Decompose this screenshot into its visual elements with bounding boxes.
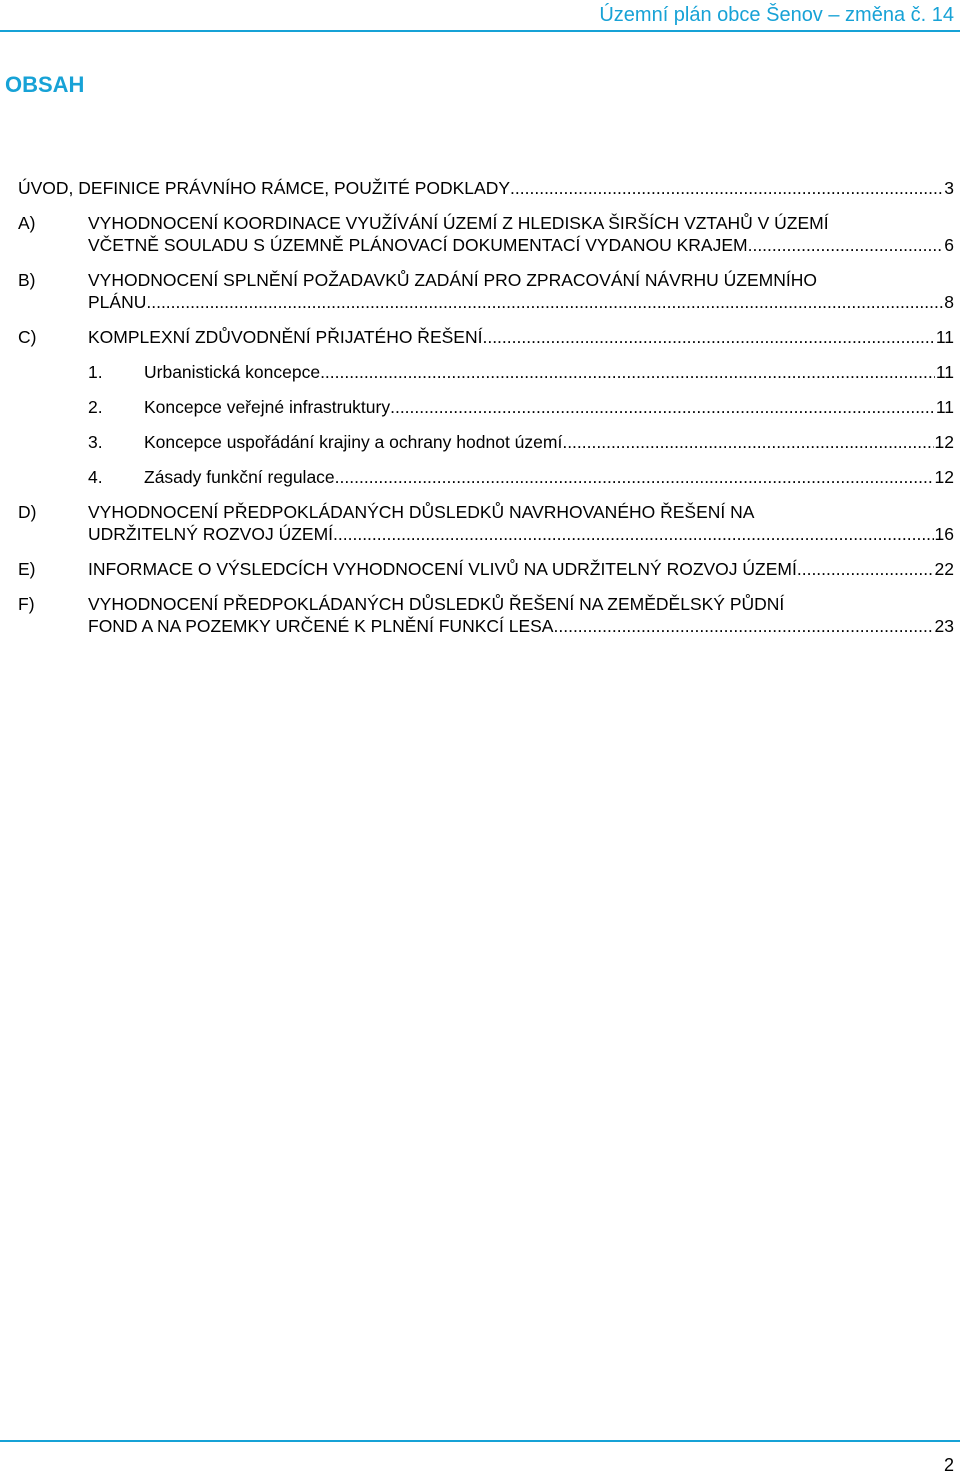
- toc-letter: A): [18, 213, 36, 233]
- table-of-contents: [18, 177, 954, 637]
- dot-leader: [748, 234, 944, 256]
- toc-letter: C): [18, 327, 37, 347]
- toc-sub-text: Urbanistická koncepce: [144, 362, 321, 382]
- toc-entry-text-line2: FOND A NA POZEMKY URČENÉ K PLNĚNÍ FUNKCÍ LESA: [88, 616, 554, 636]
- toc-sub-text: Koncepce veřejné infrastruktury: [144, 397, 391, 417]
- toc-entry-intro[interactable]: [18, 177, 954, 199]
- toc-entry-a[interactable]: [18, 212, 954, 256]
- toc-sub-text: Koncepce uspořádání krajiny a ochrany hodnot území: [144, 432, 563, 452]
- dot-leader: [320, 361, 935, 383]
- dot-leader: [146, 291, 943, 313]
- toc-entry-text-line1: VYHODNOCENÍ KOORDINACE VYUŽÍVÁNÍ ÚZEMÍ Z HLEDISKA ŠIRŠÍCH VZTAHŮ V ÚZEMÍ: [88, 213, 829, 233]
- toc-entry-text: KOMPLEXNÍ ZDŮVODNĚNÍ PŘIJATÉHO ŘEŠENÍ: [88, 327, 483, 347]
- dot-leader: [510, 177, 943, 199]
- toc-page-number: 11: [935, 327, 954, 347]
- toc-entry-text-line2: PLÁNU: [88, 292, 147, 312]
- toc-page-number: 11: [935, 397, 954, 417]
- toc-page-number: 16: [934, 524, 954, 544]
- dot-leader: [562, 431, 933, 453]
- toc-entry-d[interactable]: [18, 501, 954, 545]
- toc-sub-number: 1.: [88, 362, 103, 382]
- toc-entry-text-line1: VYHODNOCENÍ PŘEDPOKLÁDANÝCH DŮSLEDKŮ ŘEŠENÍ NA ZEMĚDĚLSKÝ PŮDNÍ: [88, 594, 785, 614]
- toc-page-number: 12: [934, 467, 954, 487]
- toc-entry-e[interactable]: [18, 558, 954, 580]
- toc-subentry-4[interactable]: [18, 466, 954, 488]
- toc-entry-text-line2: UDRŽITELNÝ ROZVOJ ÚZEMÍ: [88, 524, 334, 544]
- toc-entry-text-line1: VYHODNOCENÍ SPLNĚNÍ POŽADAVKŮ ZADÁNÍ PRO ZPRACOVÁNÍ NÁVRHU ÚZEMNÍHO: [88, 270, 817, 290]
- toc-sub-number: 3.: [88, 432, 103, 452]
- footer-rule: [0, 1440, 960, 1442]
- toc-letter: F): [18, 594, 35, 614]
- toc-page-number: 3: [944, 178, 954, 198]
- toc-letter: B): [18, 270, 36, 290]
- toc-page-number: 12: [934, 432, 954, 452]
- dot-leader: [797, 558, 934, 580]
- toc-entry-c[interactable]: [18, 326, 954, 348]
- toc-entry-text-line1: VYHODNOCENÍ PŘEDPOKLÁDANÝCH DŮSLEDKŮ NAVRHOVANÉHO ŘEŠENÍ NA: [88, 502, 755, 522]
- toc-page-number: 22: [934, 559, 954, 579]
- dot-leader: [335, 466, 934, 488]
- toc-entry-text-line2: VČETNĚ SOULADU S ÚZEMNĚ PLÁNOVACÍ DOKUMENTACÍ VYDANOU KRAJEM: [88, 235, 748, 255]
- toc-subentry-3[interactable]: [18, 431, 954, 453]
- toc-entry-b[interactable]: [18, 269, 954, 313]
- toc-sub-number: 4.: [88, 467, 103, 487]
- toc-subentry-2[interactable]: [18, 396, 954, 418]
- header-rule: [0, 30, 960, 32]
- toc-sub-number: 2.: [88, 397, 103, 417]
- toc-letter: E): [18, 559, 36, 579]
- dot-leader: [554, 615, 934, 637]
- toc-page-number: 6: [944, 235, 954, 255]
- toc-entry-text: ÚVOD, DEFINICE PRÁVNÍHO RÁMCE, POUŽITÉ PODKLADY: [18, 178, 511, 198]
- toc-page-number: 23: [934, 616, 954, 636]
- page-number: 2: [943, 1455, 954, 1475]
- toc-entry-f[interactable]: [18, 593, 954, 637]
- toc-entry-text: INFORMACE O VÝSLEDCÍCH VYHODNOCENÍ VLIVŮ NA UDRŽITELNÝ ROZVOJ ÚZEMÍ: [88, 559, 797, 579]
- dot-leader: [390, 396, 935, 418]
- toc-page-number: 8: [944, 292, 954, 312]
- toc-page-number: 11: [935, 362, 954, 382]
- dot-leader: [333, 523, 934, 545]
- toc-letter: D): [18, 502, 37, 522]
- toc-subentry-1[interactable]: [18, 361, 954, 383]
- toc-sub-text: Zásady funkční regulace: [144, 467, 335, 487]
- dot-leader: [482, 326, 934, 348]
- document-header-title: Územní plán obce Šenov – změna č. 14: [599, 4, 954, 26]
- contents-heading: OBSAH: [5, 72, 85, 97]
